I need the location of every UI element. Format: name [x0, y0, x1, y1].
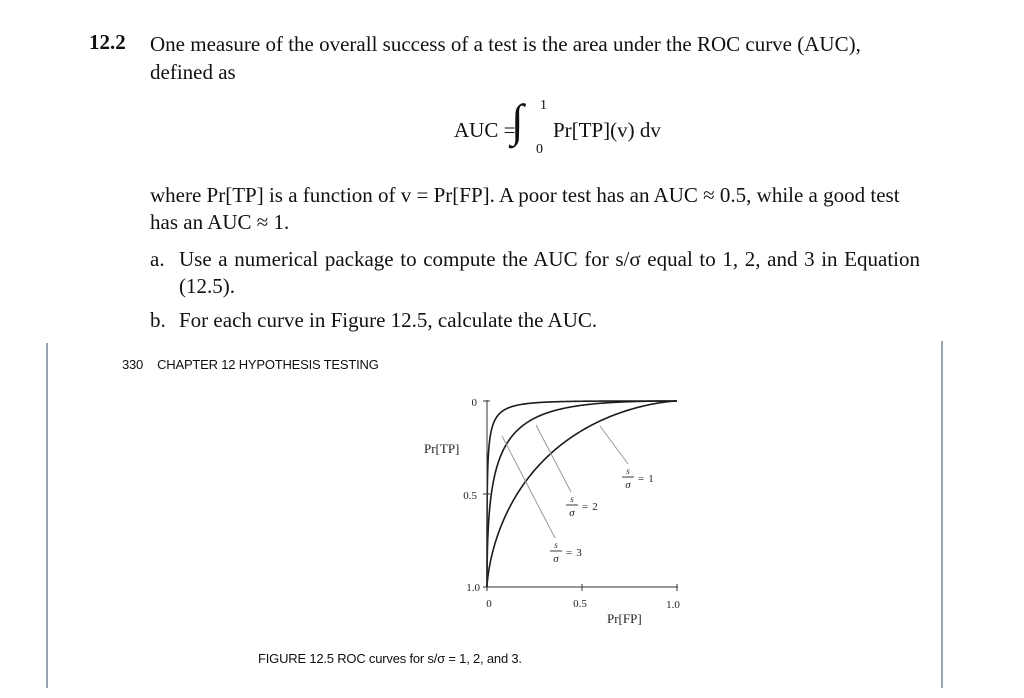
roc-axes [424, 397, 680, 626]
roc-curve-1 [487, 401, 677, 587]
x-tick-label: 0 [486, 598, 492, 610]
y-tick-label: 0 [471, 397, 477, 409]
curve-value: 2 [592, 501, 598, 513]
equals-sign: = [581, 501, 589, 513]
equals-sign: = [637, 473, 645, 485]
fraction-denominator: σ [553, 553, 559, 565]
item-a-text: Use a numerical package to compute the AUC for s/σ equal to 1, 2, and 3 in Equation (12.5). [179, 247, 920, 298]
integral-lower-limit: 0 [536, 142, 543, 157]
fraction-numerator: s [554, 540, 558, 550]
roc-curve-3 [487, 401, 677, 587]
equation-integrand: Pr[TP](v) dv [553, 118, 661, 142]
equals-sign: = [565, 547, 573, 559]
item-b-text: For each curve in Figure 12.5, calculate the AUC. [179, 308, 598, 332]
chapter-title: CHAPTER 12 HYPOTHESIS TESTING [157, 357, 379, 372]
roc-curve-2 [487, 401, 677, 587]
fraction-denominator: σ [625, 479, 631, 491]
exercise-number: 12.2 [89, 30, 126, 54]
curve-label-1 [622, 466, 654, 491]
roc-curves [487, 401, 677, 587]
item-b-label: b. [150, 308, 166, 332]
page-number: 330 [122, 357, 144, 372]
exercise-intro: One measure of the overall success of a test is the area under the ROC curve (AUC), defined as [150, 32, 861, 84]
y-tick-label: 0.5 [463, 490, 477, 502]
leader-line-2 [536, 425, 571, 492]
figure-caption: FIGURE 12.5 ROC curves for s/σ = 1, 2, and 3. [258, 651, 522, 666]
item-a-label: a. [150, 247, 165, 271]
integral-sign: ∫ [511, 95, 524, 146]
equation-lhs: AUC = [454, 118, 516, 142]
fraction-numerator: s [626, 466, 630, 476]
roc-labels [502, 425, 654, 565]
curve-value: 3 [576, 547, 582, 559]
curve-label-3 [550, 540, 582, 565]
x-axis-label: Pr[FP] [607, 611, 642, 626]
y-tick-label: 1.0 [466, 582, 480, 594]
x-tick-label: 0.5 [573, 598, 587, 610]
curve-value: 1 [648, 473, 654, 485]
fraction-numerator: s [570, 494, 574, 504]
y-axis-label: Pr[TP] [424, 441, 460, 456]
exercise-para2: where Pr[TP] is a function of v = Pr[FP]. A poor test has an AUC ≈ 0.5, while a good test has an AUC ≈ 1. [150, 183, 900, 234]
leader-line-3 [502, 436, 555, 538]
leader-line-1 [600, 426, 628, 464]
x-tick-label: 1.0 [666, 599, 680, 611]
integral-upper-limit: 1 [540, 98, 547, 113]
curve-label-2 [566, 494, 598, 519]
fraction-denominator: σ [569, 507, 575, 519]
